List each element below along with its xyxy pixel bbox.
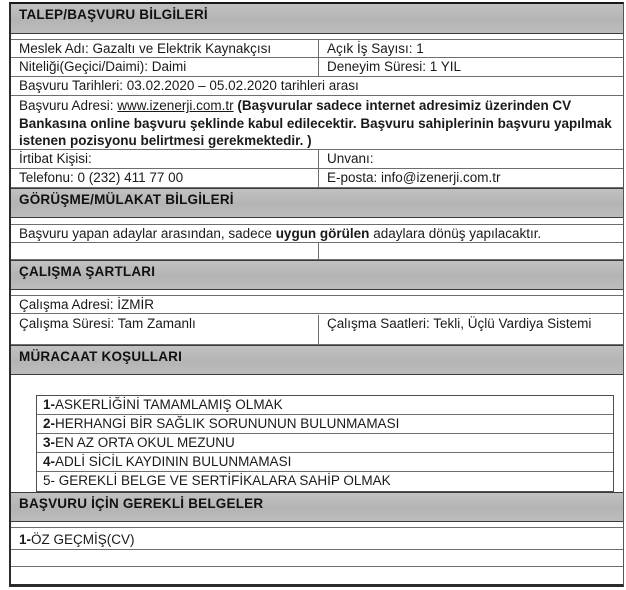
gorusme-notu-vurgu: uygun görülen <box>275 226 370 241</box>
field-calisma-adresi: Çalışma Adresi: İZMİR <box>11 295 623 314</box>
section-header-calisma-sartlari: ÇALIŞMA ŞARTLARI <box>11 260 623 290</box>
field-calisma-suresi: Çalışma Süresi: Tam Zamanlı <box>19 316 196 331</box>
empty-row <box>11 243 623 260</box>
gorusme-notu-suffix: adaylara dönüş yapılacaktır. <box>373 226 542 241</box>
kosul-num: 2- <box>43 416 56 431</box>
row-meslek-acik-is <box>11 39 623 58</box>
row-telefon-eposta <box>11 169 623 188</box>
kosul-num: 4- <box>43 454 56 469</box>
section-header-gorusme-mulakat: GÖRÜŞME/MÜLAKAT BİLGİLERİ <box>11 188 623 218</box>
field-irtibat-kisisi: İrtibat Kişisi: <box>19 151 92 166</box>
kosul-num: 3- <box>43 435 56 450</box>
spacer <box>11 375 623 395</box>
field-deneyim-suresi: Deneyim Süresi: 1 YIL <box>318 58 623 76</box>
gorusme-notu-prefix: Başvuru yapan adaylar arasından, sadece <box>19 226 272 241</box>
empty-cell <box>11 243 318 259</box>
field-telefonu: Telefonu: 0 (232) 411 77 00 <box>19 170 184 185</box>
kosul-num: 1- <box>43 397 56 412</box>
basvuru-adresi-label: Başvuru Adresi: <box>19 98 118 113</box>
empty-cell <box>318 243 623 259</box>
row-sure-saat <box>11 314 623 345</box>
field-basvuru-tarihleri: Başvuru Tarihleri: 03.02.2020 – 05.02.2020 tarihleri arası <box>11 77 623 96</box>
kosul-text: ASKERLİĞİNİ TAMAMLAMIŞ OLMAK <box>55 397 283 412</box>
belge-text: ÖZ GEÇMİŞ(CV) <box>31 532 135 547</box>
kosul-item <box>37 396 613 415</box>
field-belge-item <box>11 527 623 550</box>
kosul-text: HERHANGİ BİR SAĞLIK SORUNUNUN BULUNMAMASI <box>55 416 400 431</box>
field-basvuru-adresi <box>11 96 623 150</box>
field-acik-is-sayisi: Açık İş Sayısı: 1 <box>318 40 623 57</box>
row-niteligi-deneyim <box>11 58 623 77</box>
kosul-item <box>37 415 613 434</box>
belge-num: 1- <box>19 532 32 547</box>
empty-row <box>11 550 623 567</box>
kosul-item <box>37 472 613 491</box>
section-header-muracaat-kosullari: MÜRACAAT KOŞULLARI <box>11 345 623 375</box>
field-calisma-saatleri: Çalışma Saatleri: Tekli, Üçlü Vardiya Sistemi <box>318 315 623 344</box>
field-unvani: Unvanı: <box>318 150 623 168</box>
kosul-item <box>37 434 613 453</box>
job-posting-form <box>9 2 624 587</box>
section-header-talep-basvuru: TALEP/BAŞVURU BİLGİLERİ <box>11 4 623 34</box>
basvuru-adresi-url: www.izenerji.com.tr <box>117 98 234 113</box>
basvuru-adresi-note: (Başvurular sadece internet adresimiz üzerinden CV Bankasına online başvuru şeklinde kabul edilecektir. Başvuru sahiplerinin başvuru yapılmak istenen pozisyonu belirtmesi gerekmektedir. ) <box>19 98 612 148</box>
kosul-text: ADLİ SİCİL KAYDININ BULUNMAMASI <box>55 454 292 469</box>
kosul-num: 5- <box>43 473 59 488</box>
field-meslek-adi: Meslek Adı: Gazaltı ve Elektrik Kaynakçısı <box>19 41 272 56</box>
kosul-text: EN AZ ORTA OKUL MEZUNU <box>55 435 235 450</box>
kosul-text: GEREKLİ BELGE VE SERTİFİKALARA SAHİP OLMAK <box>58 473 391 488</box>
field-gorusme-notu <box>11 224 623 243</box>
field-niteligi: Niteliği(Geçici/Daimi): Daimi <box>19 59 187 74</box>
kosul-item <box>37 453 613 472</box>
section-header-gerekli-belgeler: BAŞVURU İÇİN GEREKLİ BELGELER <box>11 492 623 522</box>
field-eposta: E-posta: info@izenerji.com.tr <box>318 169 623 187</box>
empty-row <box>11 567 623 584</box>
muracaat-kosul-listesi <box>36 395 614 492</box>
row-irtibat-unvan <box>11 150 623 169</box>
